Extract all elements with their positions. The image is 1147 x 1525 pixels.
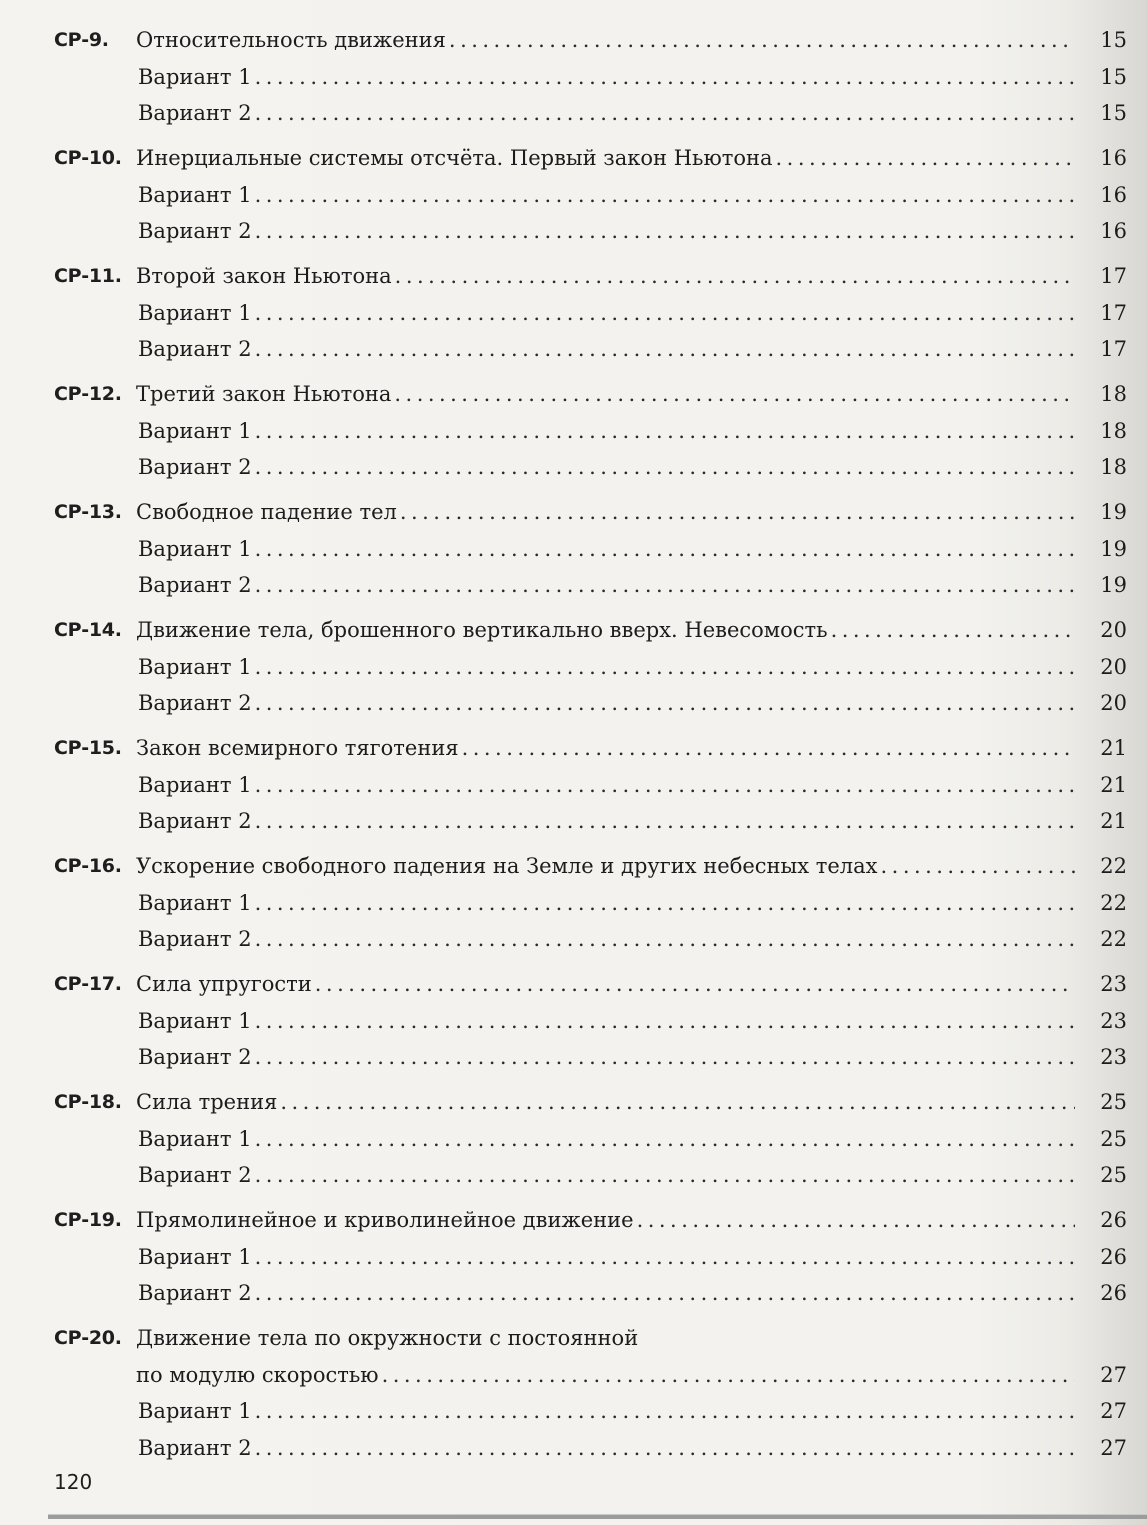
section-code: СР-15. [54,737,122,759]
variant-label: Вариант 1 [138,1244,252,1269]
toc-variant-row [0,767,1147,803]
section-code: СР-10. [54,147,122,169]
variant-label: Вариант 2 [138,101,252,125]
dot-leader [255,649,1075,685]
toc-variant-row [0,531,1147,567]
entry-text [138,1121,1075,1157]
section-title: Движение тела, брошенного вертикально вверх. Невесомость [136,618,828,642]
toc-section-row [0,1084,1147,1120]
section-title: Прямолинейное и криволинейное движение [136,1208,634,1232]
toc-page-number: 19 [1100,573,1127,597]
entry-text [138,59,1075,95]
entry-text [138,449,1075,485]
section-code: СР-11. [54,265,122,287]
entry-text [138,921,1075,957]
dot-leader [255,1275,1075,1311]
section-title: Относительность движения [136,28,446,52]
toc-variant-row [0,1157,1147,1193]
toc-page-number: 19 [1100,500,1127,524]
entry-text [138,413,1075,449]
variant-label: Вариант 1 [138,536,252,561]
entry-text [136,1320,1075,1356]
dot-leader [255,567,1075,603]
entry-text [136,848,1075,884]
toc-page-number: 26 [1100,1281,1127,1305]
toc-page-number: 23 [1100,1045,1127,1069]
toc-page-number: 22 [1100,927,1127,951]
toc-variant-row [0,331,1147,367]
entry-text [138,1239,1075,1275]
variant-label: Вариант 1 [138,654,252,679]
variant-label: Вариант 2 [138,219,252,243]
section-title: Ускорение свободного падения на Земле и других небесных телах [136,854,878,878]
toc-page-number: 22 [1100,854,1127,878]
section-code: СР-16. [54,855,122,877]
section-title: Третий закон Ньютона [136,382,392,406]
dot-leader [255,213,1075,249]
toc-variant-row [0,449,1147,485]
section-code: СР-13. [54,501,122,523]
variant-label: Вариант 1 [138,182,252,207]
entry-text [138,1430,1075,1466]
entry-text [138,803,1075,839]
toc-page-number: 15 [1100,28,1127,52]
section-title: Сила трения [136,1090,278,1114]
dot-leader [255,295,1075,331]
section-title: Движение тела по окружности с постоянной [136,1326,639,1350]
section-title: Свободное падение тел [136,500,397,524]
toc-section-row-continued [0,1357,1147,1393]
section-code: СР-19. [54,1209,122,1231]
toc-section-row [0,140,1147,176]
toc-page-number: 25 [1100,1163,1127,1187]
entry-text [136,494,1075,530]
variant-label: Вариант 1 [138,1126,252,1151]
dot-leader [255,1430,1075,1466]
toc-page-number: 27 [1100,1399,1127,1423]
entry-text [138,213,1075,249]
dot-leader [255,1121,1075,1157]
toc-page-number: 25 [1100,1090,1127,1114]
entry-text [138,1039,1075,1075]
toc-page-number: 20 [1100,618,1127,642]
toc-page-number: 18 [1100,382,1127,406]
toc-variant-row [0,59,1147,95]
variant-label: Вариант 1 [138,418,252,443]
toc-page-number: 23 [1100,972,1127,996]
toc-section-row [0,1320,1147,1356]
toc-section-row [0,258,1147,294]
dot-leader [462,730,1075,766]
dot-leader [394,376,1075,412]
section-title: Инерциальные системы отсчёта. Первый закон Ньютона [136,146,773,170]
toc-variant-row [0,649,1147,685]
toc-page-number: 20 [1100,691,1127,715]
toc-page-number: 27 [1100,1362,1127,1387]
toc-variant-row [0,1275,1147,1311]
toc-page-number: 21 [1100,736,1127,760]
section-code: СР-9. [54,29,109,51]
variant-label: Вариант 2 [138,1163,252,1187]
toc-variant-row [0,567,1147,603]
toc-section-row [0,376,1147,412]
toc-page-number: 18 [1100,455,1127,479]
dot-leader [395,258,1075,294]
variant-label: Вариант 2 [138,1281,252,1305]
toc-page-number: 18 [1100,418,1127,443]
variant-label: Вариант 1 [138,890,252,915]
toc-page-number: 23 [1100,1008,1127,1033]
dot-leader [255,1157,1075,1193]
entry-text [136,730,1075,766]
entry-text [136,1084,1075,1120]
toc-variant-row [0,803,1147,839]
variant-label: Вариант 2 [138,455,252,479]
toc-variant-row [0,1393,1147,1429]
toc-page-number: 17 [1100,337,1127,361]
dot-leader [255,1393,1075,1429]
entry-text [138,767,1075,803]
entry-text [136,1202,1075,1238]
toc-section-row [0,22,1147,58]
variant-label: Вариант 1 [138,300,252,325]
toc-page-number: 25 [1100,1126,1127,1151]
toc-page-number: 27 [1100,1435,1127,1460]
dot-leader [255,885,1075,921]
variant-label: Вариант 2 [138,691,252,715]
entry-text [138,649,1075,685]
variant-label: Вариант 1 [138,1399,252,1423]
toc-page-number: 17 [1100,300,1127,325]
dot-leader [255,685,1075,721]
toc-page-number: 16 [1100,182,1127,207]
variant-label: Вариант 2 [138,573,252,597]
entry-text [136,258,1075,294]
toc-section-row [0,1202,1147,1238]
dot-leader [255,449,1075,485]
variant-label: Вариант 2 [138,1045,252,1069]
bottom-rule [48,1514,1147,1519]
variant-label: Вариант 1 [138,772,252,797]
toc-page-number: 26 [1100,1208,1127,1232]
toc-page-number: 21 [1100,809,1127,833]
section-code: СР-14. [54,619,122,641]
entry-text [138,1003,1075,1039]
entry-text [136,966,1075,1002]
entry-text [138,567,1075,603]
entry-text [138,531,1075,567]
toc-section-row [0,730,1147,766]
toc-section-row [0,494,1147,530]
section-code: СР-18. [54,1091,122,1113]
dot-leader [315,966,1075,1002]
variant-label: Вариант 2 [138,809,252,833]
dot-leader [255,1239,1075,1275]
dot-leader [255,1003,1075,1039]
dot-leader [637,1202,1075,1238]
entry-text [138,885,1075,921]
toc-page-number: 16 [1100,146,1127,170]
toc-page-number: 21 [1100,772,1127,797]
entry-text [138,295,1075,331]
toc-section-row [0,966,1147,1002]
variant-label: Вариант 2 [138,1435,252,1460]
section-title: Сила упругости [136,972,312,996]
dot-leader [400,494,1075,530]
section-title-continued: по модулю скоростью [136,1362,379,1387]
variant-label: Вариант 2 [138,337,252,361]
dot-leader [255,177,1075,213]
toc-page-number: 26 [1100,1244,1127,1269]
dot-leader [255,531,1075,567]
entry-text [138,95,1075,131]
toc-section-row [0,848,1147,884]
toc-page-number: 20 [1100,654,1127,679]
dot-leader [776,140,1075,176]
entry-text [138,1157,1075,1193]
dot-leader [449,22,1075,58]
toc-variant-row [0,1039,1147,1075]
toc-variant-row [0,95,1147,131]
dot-leader [382,1357,1075,1393]
toc-variant-row [0,177,1147,213]
toc-page-number: 17 [1100,264,1127,288]
dot-leader [255,331,1075,367]
dot-leader [881,848,1075,884]
toc-page-number: 19 [1100,536,1127,561]
toc-variant-row [0,295,1147,331]
toc-page-number: 15 [1100,101,1127,125]
section-code: СР-17. [54,973,122,995]
section-code: СР-12. [54,383,122,405]
entry-text [138,177,1075,213]
entry-text [138,685,1075,721]
dot-leader [280,1084,1075,1120]
toc-variant-row [0,1003,1147,1039]
dot-leader [255,95,1075,131]
section-title: Второй закон Ньютона [136,264,392,288]
toc-variant-row [0,921,1147,957]
variant-label: Вариант 1 [138,1008,252,1033]
variant-label: Вариант 2 [138,927,252,951]
entry-text [138,1275,1075,1311]
section-code: СР-20. [54,1327,122,1349]
dot-leader [255,59,1075,95]
dot-leader [255,767,1075,803]
toc-variant-row [0,685,1147,721]
toc-section-row [0,612,1147,648]
entry-text [136,1357,1075,1393]
toc-variant-row [0,1121,1147,1157]
dot-leader [831,612,1075,648]
variant-label: Вариант 1 [138,64,252,89]
page-number: 120 [54,1470,93,1494]
entry-text [136,612,1075,648]
dot-leader [255,803,1075,839]
entry-text [138,331,1075,367]
toc-variant-row [0,1239,1147,1275]
toc-variant-row [0,413,1147,449]
entry-text [138,1393,1075,1429]
dot-leader [255,921,1075,957]
toc-page-number: 15 [1100,64,1127,89]
toc-variant-row [0,213,1147,249]
toc-page-number: 22 [1100,890,1127,915]
dot-leader [255,413,1075,449]
toc-variant-row [0,1430,1147,1466]
toc-page-number: 16 [1100,219,1127,243]
entry-text [136,376,1075,412]
section-title: Закон всемирного тяготения [136,736,459,760]
toc-variant-row [0,885,1147,921]
entry-text [136,22,1075,58]
dot-leader [255,1039,1075,1075]
entry-text [136,140,1075,176]
